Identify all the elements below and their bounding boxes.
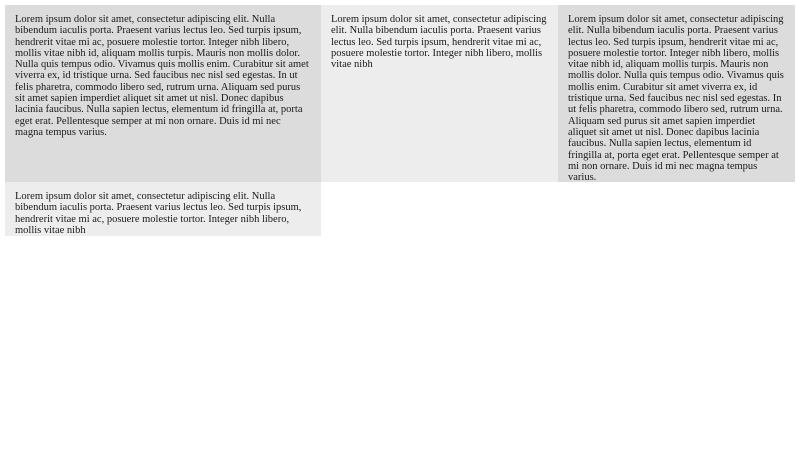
cell-text: Lorem ipsum dolor sit amet, consectetur adipiscing elit. Nulla bibendum iaculis porta. Praesent varius lectus leo. Sed turpis ipsum, hendrerit vitae mi ac, posuere molestie tortor. Integer nibh libero, mollis vitae nibh id, aliquam mollis turpis. Mauris non mollis dolor. Nulla quis tempus odio. Vivamus quis mollis enim. Curabitur sit amet viverra ex, id tristique urna. Sed faucibus nec nisl sed egestas. In ut felis pharetra, commodo libero sed, rutrum urna. Aliquam sed purus sit amet sapien imperdiet aliquet sit amet ut nisl. Donec dapibus lacinia faucibus. Nulla sapien lectus, elementum id fringilla at, porta eget erat. Pellentesque semper at mi non ornare. Duis id mi nec magna tempus varius.: [15, 14, 309, 138]
grid-cell-1: [5, 5, 321, 182]
grid-cell-3: [558, 5, 795, 182]
cell-text: Lorem ipsum dolor sit amet, consectetur adipiscing elit. Nulla bibendum iaculis porta. Praesent varius lectus leo. Sed turpis ipsum, hendrerit vitae mi ac, posuere molestie tortor. Integer nibh libero, mollis vitae nibh id, aliquam mollis turpis. Mauris non mollis dolor. Nulla quis tempus odio. Vivamus quis mollis enim. Curabitur sit amet viverra ex, id tristique urna. Sed faucibus nec nisl sed egestas. In ut felis pharetra, commodo libero sed, rutrum urna. Aliquam sed purus sit amet sapien imperdiet aliquet sit amet ut nisl. Donec dapibus lacinia faucibus. Nulla sapien lectus, elementum id fringilla at, porta eget erat. Pellentesque semper at mi non ornare. Duis id mi nec magna tempus varius.: [568, 14, 784, 184]
cell-text: Lorem ipsum dolor sit amet, consectetur adipiscing elit. Nulla bibendum iaculis porta. Praesent varius lectus leo. Sed turpis ipsum, hendrerit vitae mi ac, posuere molestie tortor. Integer nibh libero, mollis vitae nibh: [15, 191, 302, 236]
grid-cell-4: [5, 182, 321, 236]
cell-text: Lorem ipsum dolor sit amet, consectetur adipiscing elit. Nulla bibendum iaculis porta. Praesent varius lectus leo. Sed turpis ipsum, hendrerit vitae mi ac, posuere molestie tortor. Integer nibh libero, mollis vitae nibh: [331, 14, 547, 71]
text-grid: [5, 5, 795, 236]
grid-cell-2: [321, 5, 558, 182]
